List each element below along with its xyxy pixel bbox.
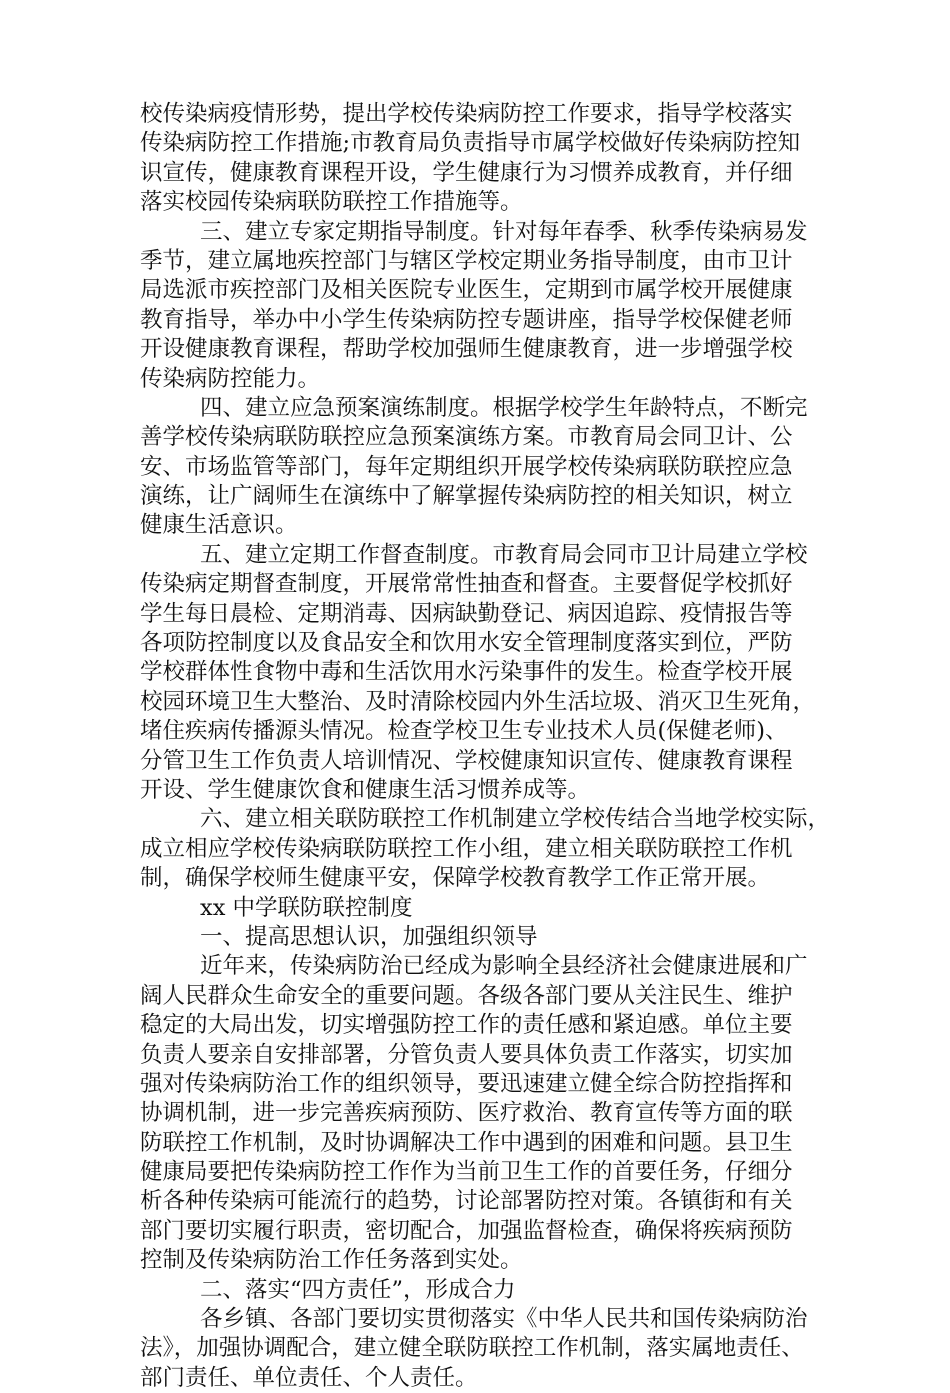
- text-line: 健康局要把传染病防控工作作为当前卫生工作的首要任务，仔细分: [140, 1159, 793, 1186]
- text-line: 析各种传染病可能流行的趋势，讨论部署防控对策。各镇街和有关: [140, 1188, 793, 1215]
- text-line: 近年来，传染病防治已经成为影响全县经济社会健康进展和广: [200, 953, 808, 980]
- text-line: 传染病防控工作措施;市教育局负责指导市属学校做好传染病防控知: [140, 130, 801, 157]
- text-line: 教育指导，举办中小学生传染病防控专题讲座，指导学校保健老师: [140, 306, 793, 333]
- text-line: 开设健康教育课程，帮助学校加强师生健康教育，进一步增强学校: [140, 336, 793, 363]
- text-line: 部门要切实履行职责，密切配合，加强监督检查，确保将疾病预防: [140, 1217, 793, 1244]
- text-line: 稳定的大局出发，切实增强防控工作的责任感和紧迫感。单位主要: [140, 1012, 793, 1039]
- text-line: 负责人要亲自安排部署，分管负责人要具体负责工作落实，切实加: [140, 1041, 793, 1068]
- text-line: 学校群体性食物中毒和生活饮用水污染事件的发生。检查学校开展: [140, 659, 793, 686]
- text-line: 校园环境卫生大整治、及时清除校园内外生活垃圾、消灭卫生死角，: [140, 688, 816, 715]
- text-line: 制，确保学校师生健康平安，保障学校教育教学工作正常开展。: [140, 865, 771, 892]
- text-line: 成立相应学校传染病联防联控工作小组，建立相关联防联控工作机: [140, 835, 793, 862]
- text-line: 控制及传染病防治工作任务落到实处。: [140, 1247, 523, 1274]
- text-line: 各乡镇、各部门要切实贯彻落实《中华人民共和国传染病防治: [200, 1306, 808, 1333]
- text-line: 识宣传，健康教育课程开设，学生健康行为习惯养成教育，并仔细: [140, 159, 793, 186]
- text-line: 开设、学生健康饮食和健康生活习惯养成等。: [140, 776, 591, 803]
- text-line: 季节，建立属地疾控部门与辖区学校定期业务指导制度，由市卫计: [140, 247, 793, 274]
- text-line: 落实校园传染病联防联控工作措施等。: [140, 189, 523, 216]
- text-line: 部门责任、单位责任、个人责任。: [140, 1364, 478, 1391]
- text-line: 局选派市疾控部门及相关医院专业医生，定期到市属学校开展健康: [140, 277, 793, 304]
- text-line: 分管卫生工作负责人培训情况、学校健康知识宣传、健康教育课程: [140, 747, 793, 774]
- text-line: 堵住疾病传播源头情况。检查学校卫生专业技术人员(保健老师)、: [140, 718, 788, 745]
- text-line: 防联控工作机制，及时协调解决工作中遇到的困难和问题。县卫生: [140, 1129, 793, 1156]
- text-line: 强对传染病防治工作的组织领导，要迅速建立健全综合防控指挥和: [140, 1070, 793, 1097]
- text-line: 三、建立专家定期指导制度。针对每年春季、秋季传染病易发: [200, 218, 808, 245]
- text-line: 二、落实“四方责任”，形成合力: [200, 1276, 516, 1303]
- text-line: 传染病防控能力。: [140, 365, 321, 392]
- text-line: 学生每日晨检、定期消毒、因病缺勤登记、病因追踪、疫情报告等: [140, 600, 793, 627]
- text-line: 阔人民群众生命安全的重要问题。各级各部门要从关注民生、维护: [140, 982, 793, 1009]
- text-line: 健康生活意识。: [140, 512, 298, 539]
- text-line: 一、提高思想认识，加强组织领导: [200, 923, 538, 950]
- text-line: 法》，加强协调配合，建立健全联防联控工作机制，落实属地责任、: [140, 1335, 804, 1362]
- document-page: [140, 100, 831, 1393]
- text-line: 协调机制，进一步完善疾病预防、医疗救治、教育宣传等方面的联: [140, 1100, 793, 1127]
- text-line: 六、建立相关联防联控工作机制建立学校传结合当地学校实际，: [200, 806, 831, 833]
- text-line: 校传染病疫情形势，提出学校传染病防控工作要求，指导学校落实: [140, 101, 793, 127]
- text-line: 安、市场监管等部门，每年定期组织开展学校传染病联防联控应急: [140, 453, 793, 480]
- text-line: 四、建立应急预案演练制度。根据学校学生年龄特点，不断完: [200, 394, 808, 421]
- text-line: 善学校传染病联防联控应急预案演练方案。市教育局会同卫计、公: [140, 424, 793, 451]
- text-line: 传染病定期督查制度，开展常常性抽查和督查。主要督促学校抓好: [140, 571, 793, 598]
- text-line: 演练，让广阔师生在演练中了解掌握传染病防控的相关知识，树立: [140, 483, 793, 510]
- text-line: 五、建立定期工作督查制度。市教育局会同市卫计局建立学校: [200, 541, 808, 568]
- text-line: 各项防控制度以及食品安全和饮用水安全管理制度落实到位，严防: [140, 630, 793, 657]
- text-line: xx 中学联防联控制度: [200, 894, 413, 921]
